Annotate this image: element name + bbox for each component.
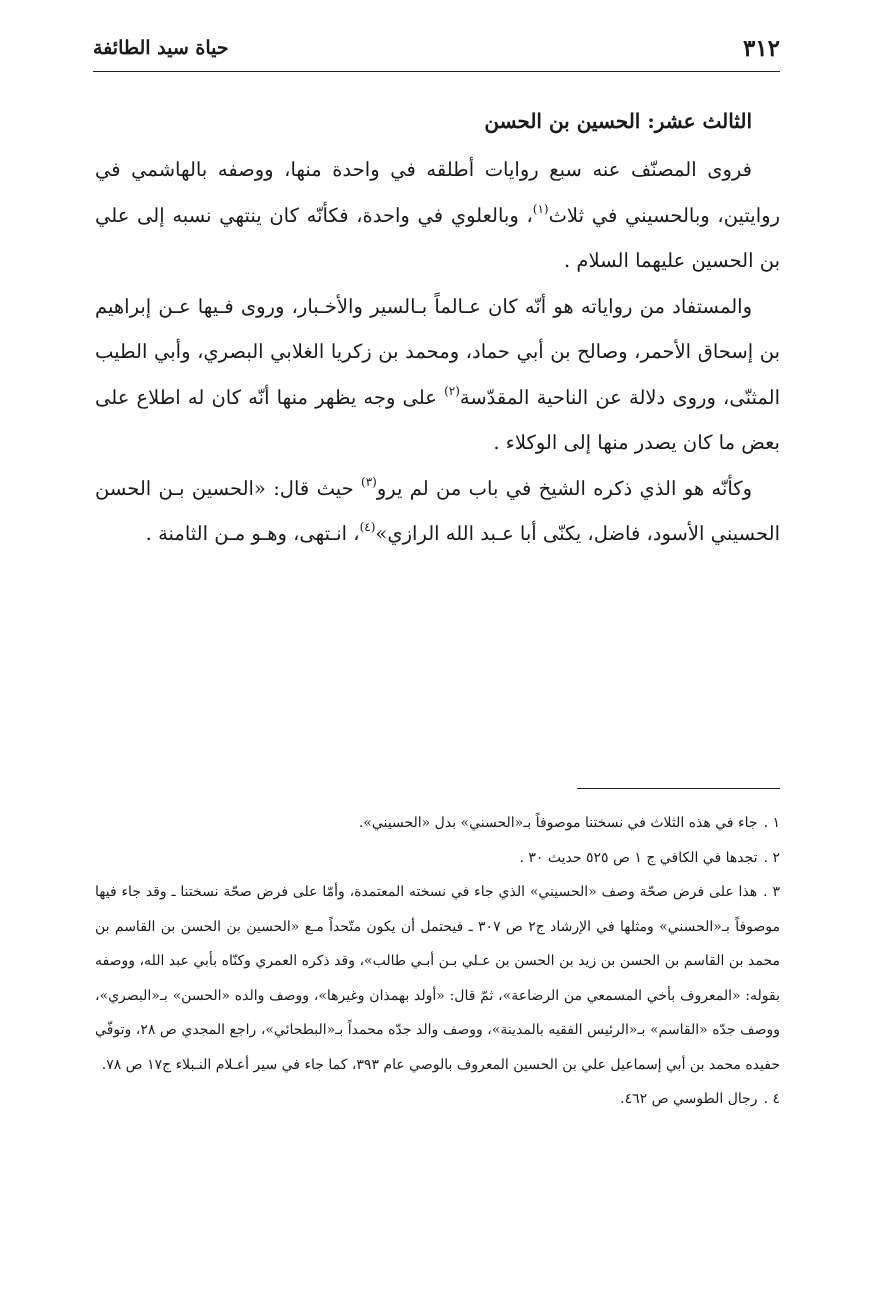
page-header [93,28,780,68]
footnote-number: ٣ . [763,884,780,900]
header-rule [93,71,780,72]
footnotes [95,806,780,1117]
footnote-ref: (٣) [361,474,377,489]
paragraph-2 [95,284,780,466]
section-heading: الثالث عشر: الحسين بن الحسن [484,109,752,133]
paragraph-text: حيث قال: «الحسين بـن الحسن الحسيني الأسود، فاضل، يكنّى أبا عـبد الله الرازي» [95,476,780,545]
main-text [95,100,780,557]
paragraph-text: وكأنّه هو الذي ذكره الشيخ في باب من لم يرو [376,476,752,500]
footnote-4 [95,1082,780,1117]
footnote-ref: (٢) [444,383,460,398]
running-title: حياة سيد الطائفة [93,37,229,59]
paragraph-text: ، انـتهى، وهـو مـن الثامنة . [145,522,360,545]
footnote-number: ١ . [763,815,780,831]
footnote-ref: (٤) [359,520,376,534]
paragraph-1 [95,147,780,284]
footnote-2 [95,841,780,876]
footnote-number: ٤ . [763,1091,780,1107]
footnote-text: جاء في هذه الثلاث في نسختنا موصوفاً بـ«الحسني» بدل «الحسيني». [358,815,758,831]
footnote-1 [95,806,780,841]
footnote-ref: (١) [532,201,549,216]
paragraph-text: والمستفاد من رواياته هو أنّه كان عـالماً بـالسير والأخـبار، وروى فـيها عـن إبراهيم بن إسحاق الأحمر، وصالح بن أبي حماد، ومحمد بن زكريا الغلابي البصري، وأبي الطيب المثنّى، وروى دلالة عن الناحية المقدّسة [95,294,780,409]
paragraph-3 [95,466,780,557]
paragraph-text: فروى المصنّف عنه سبع روايات أطلقه في واحدة منها، ووصفه بالهاشمي في روايتين، وبالحسيني في ثلاث [95,158,780,227]
footnote-text: رجال الطوسي ص ٤٦٢. [620,1091,758,1107]
paragraph-text: على وجه يظهر منها أنّه كان له اطلاع على بعض ما كان يصدر منها إلى الوكلاء . [95,385,780,454]
footnote-rule [577,788,780,789]
page-number: ٣١٢ [742,34,780,62]
paragraph-text: ، وبالعلوي في واحدة، فكأنّه كان ينتهي نسبه إلى علي بن الحسين عليهما السلام . [95,203,780,272]
footnote-text: هذا على فرض صحّة وصف «الحسيني» الذي جاء في نسخته المعتمدة، وأمّا على فرض صحّة نسختنا ـ وقد جاء فيها موصوفاً بـ«الحسني» ومثلها في الإرشاد ج٢ ص ٣٠٧ ـ فيحتمل أن يكون متّحداً مـع «الحسين بن الحسن بن القاسم بن محمد بن القاسم بن الحسن بن زيد بن الحسن بن عـلي بـن أبـي طالب»، وقد ذكره العمري وكنّاه بأبي عبد الله، ووصفه بقوله: «المعروف بأخي المسمعي من الرضاعة»، ثمّ قال: «أولد بهمذان وغيرها»، ووصف والده «الحسن» بـ«البصري»، ووصف جدّه «القاسم» بـ«الرئيس الفقيه بالمدينة»، ووصف والد جدّه محمداً بـ«البطحائي»، راجع المجدي ص ٢٨، وتوفّي حفيده محمد بن أبي إسماعيل علي بن الحسين المعروف بالوصي عام ٣٩٣، كما جاء في سير أعـلام النـبلاء ج١٧ ص ٧٨. [95,884,781,1073]
footnote-text: تجدها في الكافي ج ١ ص ٥٢٥ حديث ٣٠ . [519,849,758,866]
footnote-number: ٢ . [763,849,780,866]
footnote-3 [95,875,780,1082]
